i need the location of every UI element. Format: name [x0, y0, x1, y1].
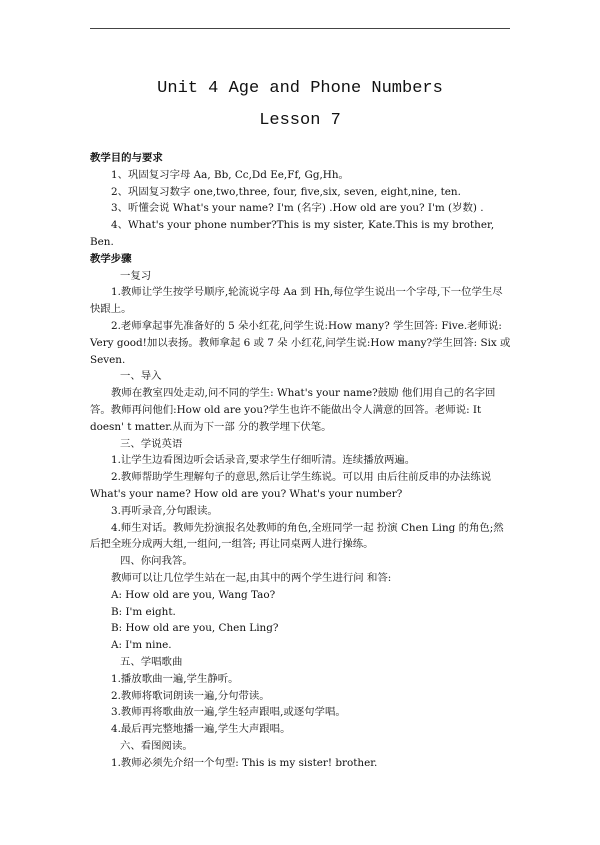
sing-line: 3.教师再将歌曲放一遍,学生轻声跟唱,或逐句学唱。: [111, 706, 346, 719]
dialogue-line: B: How old are you, Chen Ling?: [111, 622, 279, 635]
dialogue-line: B: I'm eight.: [111, 605, 176, 618]
dialogue-line: A: I'm nine.: [111, 639, 172, 652]
ask-line: 教师可以让几位学生站在一起,由其中的两个学生进行问 和答:: [111, 571, 392, 584]
objective-item: 3、听懂会说 What's your name? I'm (名字) .How old are you? I'm (岁数) .: [111, 202, 484, 215]
objectives-heading: 教学目的与要求: [90, 152, 163, 164]
section-sing-title: 五、学唱歌曲: [120, 655, 183, 668]
dialogue-line: A: How old are you, Wang Tao?: [111, 588, 276, 601]
speak-line: 2.教师帮助学生理解句子的意思,然后让学生练说。可以用 由后往前反串的办法练说 What's your name? How old are you? What's your number?: [90, 471, 492, 500]
speak-line: 1.让学生边看图边听会话录音,要求学生仔细听清。连续播放两遍。: [111, 454, 416, 467]
review-line: 1.教师让学生按学号顺序,轮流说字母 Aa 到 Hh,每位学生说出一个字母,下一位学生尽快跟上。: [90, 286, 503, 316]
section-read-title: 六、看图阅读。: [120, 739, 193, 752]
steps-heading: 教学步骤: [90, 252, 132, 265]
document-body: [90, 150, 512, 771]
lesson-title: Lesson 7: [259, 111, 341, 130]
section-speak-title: 三、学说英语: [120, 437, 183, 450]
speak-line: 3.再听录音,分句跟读。: [111, 504, 218, 517]
sing-line: 1.播放歌曲一遍,学生静听。: [111, 672, 239, 685]
section-review-title: 一复习: [120, 269, 152, 282]
sing-line: 2.教师将歌词朗读一遍,分句带读。: [111, 689, 270, 702]
intro-line: 教师在教室四处走动,问不同的学生: What's your name?鼓励 他们用自己的名字回答。教师再问他们:How old are you?学生也许不能做出令人满意的回答。老师说: It doesn' t matter.从而为下一部 分的教学埋下伏笔。: [90, 387, 496, 433]
objective-item: 4、What's your phone number?This is my sister, Kate.This is my brother, Ben.: [90, 219, 495, 248]
speak-line: 4.师生对话。教师先扮演报名处教师的角色,全班同学一起 扮演 Chen Ling 的角色;然后把全班分成两大组,一组问,一组答; 再让同桌两人进行操练。: [90, 521, 504, 551]
page-title: Unit 4 Age and Phone Numbers: [157, 79, 443, 98]
sing-line: 4.最后再完整地播一遍,学生大声跟唱。: [111, 723, 291, 736]
header-rule: [90, 28, 510, 29]
section-ask-title: 四、你问我答。: [120, 555, 193, 568]
read-line: 1.教师必须先介绍一个句型: This is my sister! brother.: [111, 756, 378, 769]
objective-item: 2、巩固复习数字 one,two,three, four, five,six, seven, eight,nine, ten.: [111, 185, 461, 198]
section-intro-title: 一、导入: [120, 370, 162, 383]
objective-item: 1、巩固复习字母 Aa, Bb, Cc,Dd Ee,Ff, Gg,Hh。: [111, 168, 349, 181]
review-line: 2.老师拿起事先准备好的 5 朵小红花,问学生说:How many? 学生回答: Five.老师说: Very good!加以表扬。教师拿起 6 或 7 朵 小红花,问学生说:How many?学生回答: Six 或 Seven.: [90, 319, 511, 366]
